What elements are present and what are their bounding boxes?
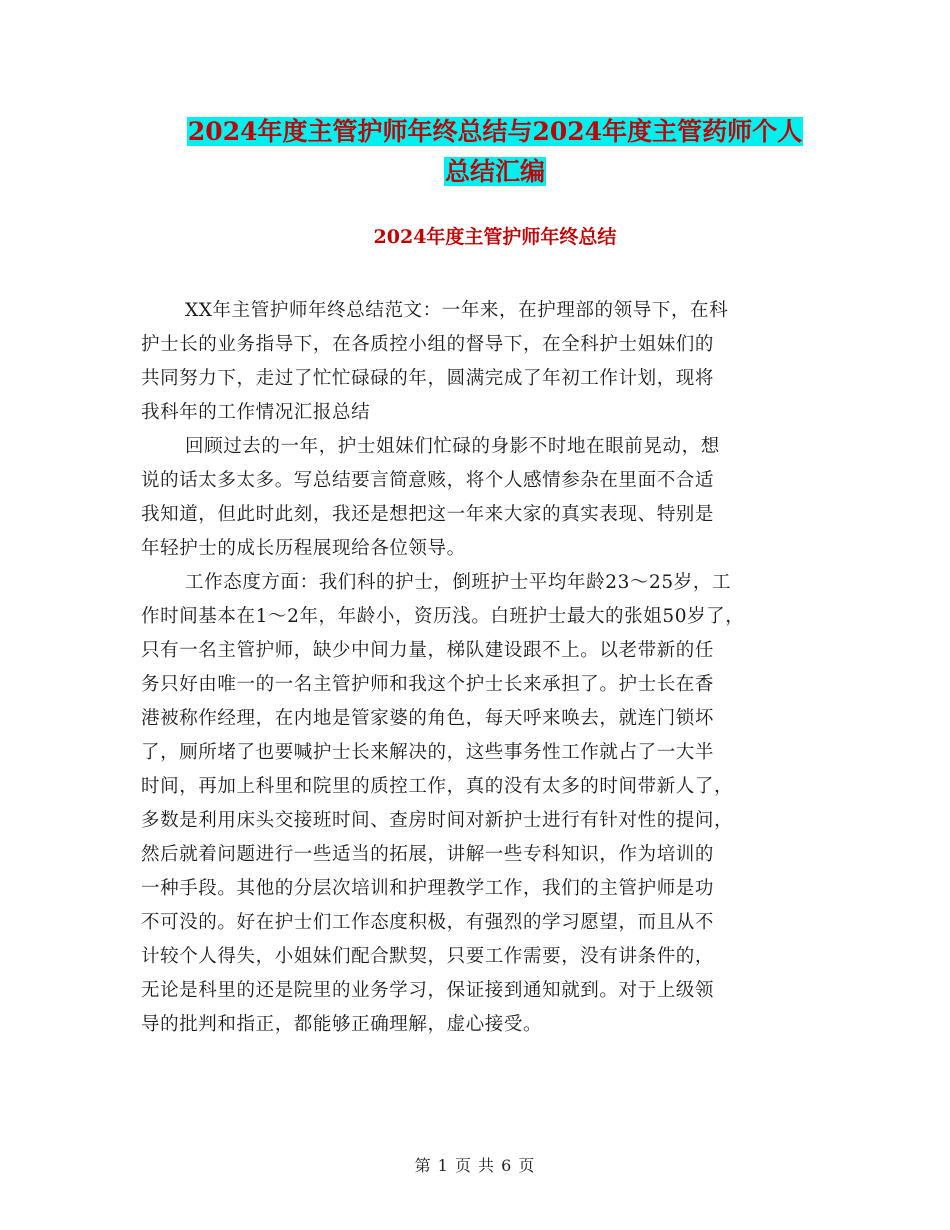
text-line: 导的批判和指正，都能够正确理解，虚心接受。 (141, 1014, 543, 1035)
document-title-line-2: 总结汇编 (444, 157, 545, 186)
text-line: 回顾过去的一年，护士姐妹们忙碌的身影不时地在眼前晃动，想 (185, 436, 720, 457)
text-line: 无论是科里的还是院里的业务学习，保证接到通知就到。对于上级领 (141, 980, 715, 1001)
document-title (140, 112, 850, 192)
body-text (141, 294, 831, 1042)
text-line: XX年主管护师年终总结范文：一年来，在护理部的领导下，在科 (185, 300, 729, 321)
text-line: 年轻护士的成长历程展现给各位领导。 (141, 538, 466, 559)
page-footer: 第 1 页 共 6 页 (414, 1156, 536, 1175)
text-line: 护士长的业务指导下，在各质控小组的督导下，在全科护士姐妹们的 (141, 334, 715, 355)
text-line: 我知道，但此时此刻，我还是想把这一年来大家的真实表现、特别是 (141, 504, 715, 525)
text-line: 然后就着问题进行一些适当的拓展，讲解一些专科知识，作为培训的 (141, 844, 715, 865)
text-line: 时间，再加上科里和院里的质控工作，真的没有太多的时间带新人了， (141, 776, 734, 797)
text-line: 务只好由唯一的一名主管护师和我这个护士长来承担了。护士长在香 (141, 674, 715, 695)
text-line: 说的话太多太多。写总结要言简意赅，将个人感情参杂在里面不合适 (141, 470, 715, 491)
text-line: 计较个人得失，小姐妹们配合默契，只要工作需要，没有讲条件的， (141, 946, 715, 967)
text-line: 作时间基本在1～2年，年龄小，资历浅。白班护士最大的张姐50岁了， (141, 606, 745, 627)
text-line: 共同努力下，走过了忙忙碌碌的年，圆满完成了年初工作计划，现将 (141, 368, 715, 389)
document-title-line-1: 2024年度主管护师年终总结与2024年度主管药师个人 (187, 117, 803, 146)
text-line: 我科年的工作情况汇报总结 (141, 402, 371, 423)
text-line: 港被称作经理，在内地是管家婆的角色，每天呼来唤去，就连门锁坏 (141, 708, 715, 729)
text-line: 只有一名主管护师，缺少中间力量，梯队建设跟不上。以老带新的任 (141, 640, 715, 661)
text-line: 了，厕所堵了也要喊护士长来解决的，这些事务性工作就占了一大半 (141, 742, 715, 763)
text-line: 一种手段。其他的分层次培训和护理教学工作，我们的主管护师是功 (141, 878, 715, 899)
section-title: 2024年度主管护师年终总结 (373, 226, 617, 248)
text-line: 多数是利用床头交接班时间、查房时间对新护士进行有针对性的提问， (141, 810, 734, 831)
text-line: 工作态度方面：我们科的护士，倒班护士平均年龄23～25岁，工 (185, 572, 732, 593)
text-line: 不可没的。好在护士们工作态度积极，有强烈的学习愿望，而且从不 (141, 912, 715, 933)
